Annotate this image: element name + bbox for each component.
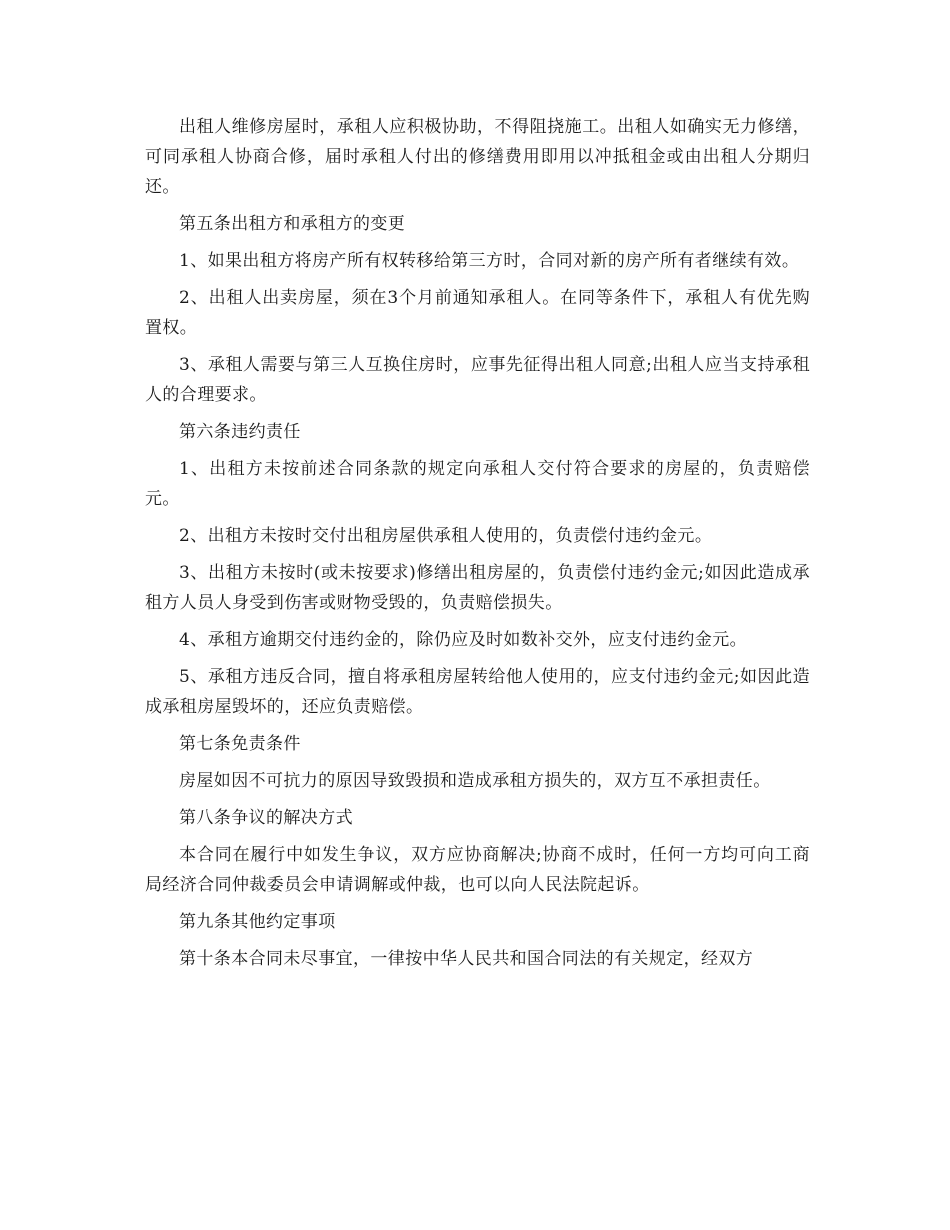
document-body xyxy=(145,112,810,981)
article-6-clause-1: 1、出租方未按前述合同条款的规定向承租人交付符合要求的房屋的，负责赔偿元。 xyxy=(145,459,810,509)
article-8-heading: 第八条争议的解决方式 xyxy=(179,808,353,828)
article-6-clause-4: 4、承租方逾期交付违约金的，除仍应及时如数补交外，应支付违约金元。 xyxy=(179,630,748,650)
article-5-clause-2: 2、出租人出卖房屋，须在3个月前通知承租人。在同等条件下，承租人有优先购置权。 xyxy=(145,288,810,338)
article-6-clause-5: 5、承租方违反合同，擅自将承租房屋转给他人使用的，应支付违约金元;如因此造成承租房屋毁坏的，还应负责赔偿。 xyxy=(145,667,810,717)
article-10-text: 第十条本合同未尽事宜，一律按中华人民共和国合同法的有关规定，经双方 xyxy=(179,949,754,969)
paragraph-repair-cooperation: 出租人维修房屋时，承租人应积极协助，不得阻挠施工。出租人如确实无力修缮，可同承租人协商合修，届时承租人付出的修缮费用即用以冲抵租金或由出租人分期归还。 xyxy=(145,117,810,197)
article-9-heading: 第九条其他约定事项 xyxy=(179,912,336,932)
article-6-heading: 第六条违约责任 xyxy=(179,422,301,442)
article-7-heading: 第七条免责条件 xyxy=(179,734,301,754)
article-6-clause-3: 3、出租方未按时(或未按要求)修缮出租房屋的，负责偿付违约金元;如因此造成承租方人员人身受到伤害或财物受毁的，负责赔偿损失。 xyxy=(145,563,810,613)
article-5-clause-3: 3、承租人需要与第三人互换住房时，应事先征得出租人同意;出租人应当支持承租人的合理要求。 xyxy=(145,355,810,405)
article-6-clause-2: 2、出租方未按时交付出租房屋供承租人使用的，负责偿付违约金元。 xyxy=(179,526,713,546)
article-8-text: 本合同在履行中如发生争议，双方应协商解决;协商不成时，任何一方均可向工商局经济合同仲裁委员会申请调解或仲裁，也可以向人民法院起诉。 xyxy=(145,845,810,895)
article-7-text: 房屋如因不可抗力的原因导致毁损和造成承租方损失的，双方互不承担责任。 xyxy=(179,771,771,791)
article-5-heading: 第五条出租方和承租方的变更 xyxy=(179,214,406,234)
article-5-clause-1: 1、如果出租方将房产所有权转移给第三方时，合同对新的房产所有者继续有效。 xyxy=(179,251,800,271)
